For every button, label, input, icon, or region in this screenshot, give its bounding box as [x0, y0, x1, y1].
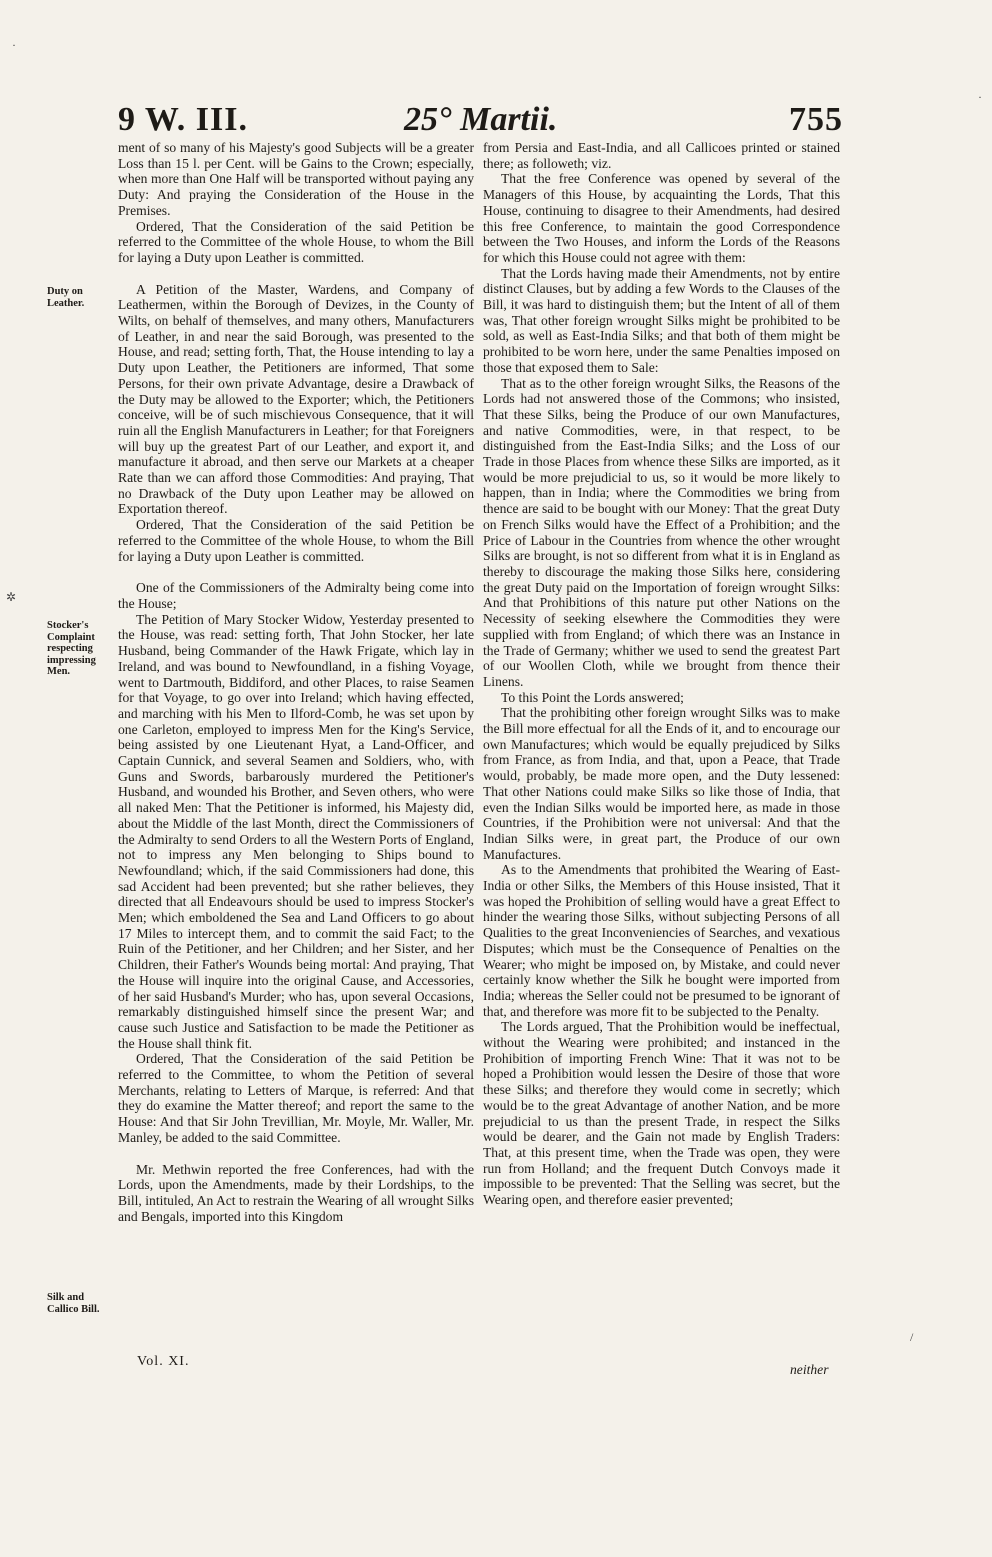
paragraph: That as to the other foreign wrought Silks, the Reasons of the Lords had not answered those of the Commons; who insisted, That these Silks, being the Produce of our own Manufactures, and native Commodities, were, in that respect, to be distinguished from the East-India Silks; and the Loss of our Trade in those Places from whence these Silks are imported, as it would be more prejudicial to us, so it would be more likely to happen, than in India; where the Commodities we bring from thence are said to be bought with our Money: That the great Duty on French Silks would have the Effect of a Prohibition; and the Price of Labour in the Countries from whence the other wrought Silks are brought, is not so different from what it is in England as thereby to discourage the making those Silks here, considering the great Duty paid on the Importation of foreign wrought Silks: And that Prohibitions of this nature put other Nations on the Necessity of seeking elsewhere the Commodities they were supplied with from England; of which there was an Instance in the Trade of Germany; whither we used to send the greatest Part of our Woollen Cloth, while we brought from thence their Linens. [483, 375, 840, 689]
paragraph: That the prohibiting other foreign wrought Silks was to make the Bill more effectual for all the Ends of it, and to encourage our own Manufactures; which would be equally prejudiced by Silks from France, as from India, and that, upon a Peace, that Trade would, probably, be made more open, and the Duty lessened: That other Nations could make Silks so like those of India, that even the Indian Silks would be imported here, as made in those Countries, if the Prohibition were not universal: And that the Indian Silks were, in great part, the Produce of our own Manufactures. [483, 705, 840, 862]
paragraph: Mr. Methwin reported the free Conferences, had with the Lords, upon the Amendments, made by their Lordships, to the Bill, intituled, An Act to restrain the Wearing of all wrought Silks and Bengals, imported into this Kingdom [118, 1161, 474, 1224]
paragraph: Ordered, That the Consideration of the said Petition be referred to the Committee of the whole House, to whom the Bill for laying a Duty upon Leather is committed. [118, 517, 474, 564]
right-column [483, 140, 840, 1208]
page-speck: · [12, 38, 16, 52]
volume-label: Vol. XI. [137, 1354, 190, 1369]
page-speck: ✲ [6, 590, 17, 604]
paragraph: That the free Conference was opened by several of the Managers of this House, by acquainting the Lords, That this House, continuing to disagree to their Amendments, had desired this free Conference, to maintain the good Correspondence between the Two Houses, and inform the Lords of the Reasons for which this House could not agree with them: [483, 171, 840, 265]
margin-note-stocker-complaint: Stocker's Complaint respecting impressing Men. [47, 620, 96, 677]
paragraph: from Persia and East-India, and all Callicoes printed or stained there; as followeth; viz. [483, 140, 840, 171]
paragraph: Ordered, That the Consideration of the said Petition be referred to the Committee of the whole House, to whom the Bill for laying a Duty upon Leather is committed. [118, 218, 474, 265]
paragraph: ment of so many of his Majesty's good Subjects will be a greater Loss than 15 l. per Cent. will be Gains to the Crown; especially, when more than One Half will be transported without paying any Duty: And praying the Consideration of the House in the Premises. [118, 140, 474, 218]
page-header [118, 100, 843, 142]
left-column [118, 140, 474, 1224]
paragraph: Ordered, That the Consideration of the said Petition be referred to the Committee, to whom the Petition of several Merchants, relating to Letters of Marque, is referred: And that they do examine the Matter thereof; and report the same to the House: And that Sir John Trevillian, Mr. Moyle, Mr. Waller, Mr. Manley, be added to the said Committee. [118, 1051, 474, 1145]
paragraph: A Petition of the Master, Wardens, and Company of Leathermen, within the Borough of Devizes, in the County of Wilts, on behalf of themselves, and many others, Manufacturers of Leather, in and near the said Borough, was presented to the House, and read; setting forth, That, the House intending to lay a Duty upon Leather, the Petitioners are informed, That some Persons, for their own private Advantage, desire a Drawback of the Duty may be allowed to the Exporter; which, the Petitioners conceive, will be of such mischievous Consequence, that it will ruin all the English Manufacturers in Leather; for that Foreigners will buy up the greatest Part of our Leather, and export it, and manufacture it abroad, and then serve our Markets at a cheaper Rate than we can afford those Commodities: And praying, That no Drawback of the Duty upon Leather may be allowed on Exportation thereof. [118, 281, 474, 517]
paragraph: One of the Commissioners of the Admiralty being come into the House; [118, 580, 474, 611]
page-number: 755 [789, 101, 843, 138]
paragraph: As to the Amendments that prohibited the Wearing of East-India or other Silks, the Members of this House insisted, That it was hoped the Prohibition of selling would have a great Effect to hinder the wearing those Silks, without subjecting Persons of all Qualities to the great Inconveniencies of Searches, and vexatious Disputes; which must be the Consequence of Penalties on the Wearer; who might be imposed on, by Mistake, and could never certainly know whether the Silk he bought were imported from India; whereas the Seller could not be presumed to be ignorant of that, and therefore was more fit to be subjected to the Penalty. [483, 862, 840, 1019]
margin-note-silk-callico-bill: Silk and Callico Bill. [47, 1292, 100, 1315]
page-speck: · [978, 90, 982, 104]
paragraph: The Lords argued, That the Prohibition would be ineffectual, without the Wearing were prohibited; and instanced in the Prohibition of importing French Wine: That it was not to be hoped a Prohibition would lessen the Desire of those that wore these Silks; and therefore they would come in secretly; which would be to the great Advantage of another Nation, and be more prejudicial to us than the present Trade, in respect the Silks would be dearer, and the Gain not made by English Traders: That, at this present time, when the Trade was open, they were run from Holland; and the frequent Dutch Convoys made it impossible to be prevented: That the Selling was secret, but the Wearing open, and therefore easier prevented; [483, 1019, 840, 1208]
date-heading: 25° Martii. [404, 101, 558, 138]
catchword: neither [790, 1362, 829, 1377]
regnal-year: 9 W. III. [118, 101, 248, 138]
page-speck: / [910, 1330, 914, 1344]
margin-note-duty-on-leather: Duty on Leather. [47, 286, 85, 309]
paragraph: To this Point the Lords answered; [501, 689, 684, 705]
paragraph: That the Lords having made their Amendments, not by entire distinct Clauses, but by adding a few Words to the Clauses of the Bill, it was hard to distinguish them; but the Intent of all of them was, That other foreign wrought Silks might be prohibited to be sold, as well as East-India Silks; and that both of them might be prohibited to be worn here, under the same Penalties imposed on those that exposed them to Sale: [483, 265, 840, 375]
paragraph: The Petition of Mary Stocker Widow, Yesterday presented to the House, was read: setting forth, That John Stocker, her late Husband, being Commander of the Hawk Frigate, which lay in Ireland, and was bound to Newfoundland, in a fishing Voyage, went to Dartmouth, Biddiford, and other Places, to raise Seamen for that Voyage, to go over into Ireland; which having effected, and marching with his Men to Ilford-Comb, he was set upon by one Carleton, employed to impress Men for the King's Service, being assisted by one Lieutenant Hyat, a Land-Officer, and Captain Cunnick, and several Seamen and Soldiers, who, with Guns and Swords, barbarously murdered the Petitioner's Husband, and wounded his Brother, and Seven others, who were all naked Men: That the Petitioner is informed, his Majesty did, about the Middle of the last Month, direct the Commissioners of the Admiralty to send Orders to all the Western Ports of England, not to impress any Men belonging to Ships bound to Newfoundland; which, if the said Commissioners had done, this sad Accident had been prevented; but she rather believes, they directed that all Endeavours should be used to impress Stocker's Men; which emboldened the Sea and Land Officers to go about 17 Miles to intercept them, and to commit the said Fact; to the Ruin of the Petitioner, and her Children; and her Sister, and her Children, their Father's Wounds being mortal: And praying, That the House will inquire into the original Cause, and Accessories, of her said Husband's Murder; who has, upon several Occasions, remarkably distinguished himself since the present War; and cause such Justice and Satisfaction to be made the Petitioner as the House shall think fit. [118, 611, 474, 1051]
